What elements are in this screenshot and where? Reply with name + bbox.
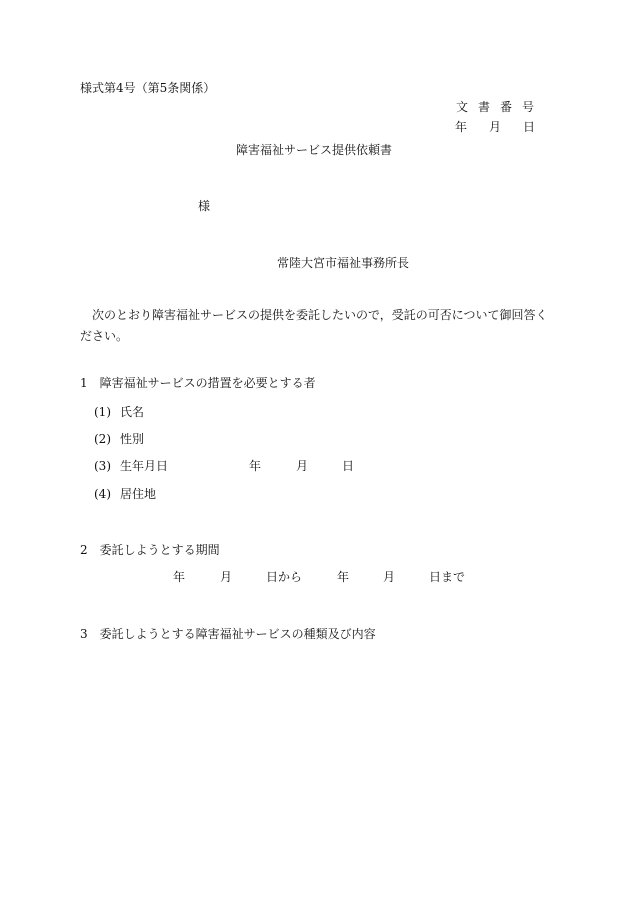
item-number: (1): [94, 405, 111, 419]
item-number: (3): [94, 459, 111, 473]
document-number-label: 文書番号: [456, 100, 545, 114]
item-label-name: 氏名: [120, 405, 145, 419]
birth-day-label: 日: [342, 459, 355, 473]
period-to-day: 日まで: [429, 570, 466, 584]
section2-heading: 2 委託しようとする期間: [80, 543, 220, 557]
date-year-label: 年: [455, 120, 468, 134]
item-label-birthdate: 生年月日: [120, 459, 169, 473]
period-to-year: 年: [337, 570, 350, 584]
birth-month-label: 月: [296, 459, 309, 473]
addressee-suffix: 様: [198, 199, 211, 213]
period-from-month: 月: [220, 570, 233, 584]
sender-name: 常陸大宮市福祉事務所長: [277, 256, 410, 270]
date-month-label: 月: [489, 120, 502, 134]
section3-heading: 3 委託しようとする障害福祉サービスの種類及び内容: [80, 627, 376, 641]
period-from-day: 日から: [266, 570, 303, 584]
birth-year-label: 年: [249, 459, 262, 473]
item-label-residence: 居住地: [120, 487, 157, 501]
period-to-month: 月: [383, 570, 396, 584]
section1-heading: 1 障害福祉サービスの措置を必要とする者: [80, 376, 316, 390]
form-label: 様式第4号（第5条関係）: [80, 81, 216, 95]
document-title: 障害福祉サービス提供依頼書: [236, 143, 393, 157]
item-label-sex: 性別: [120, 432, 145, 446]
date-day-label: 日: [523, 120, 536, 134]
body-paragraph: 次のとおり障害福祉サービスの提供を委託したいので，受託の可否について御回答ください。: [80, 308, 548, 343]
item-number: (4): [94, 487, 111, 501]
period-from-year: 年: [173, 570, 186, 584]
item-number: (2): [94, 432, 111, 446]
